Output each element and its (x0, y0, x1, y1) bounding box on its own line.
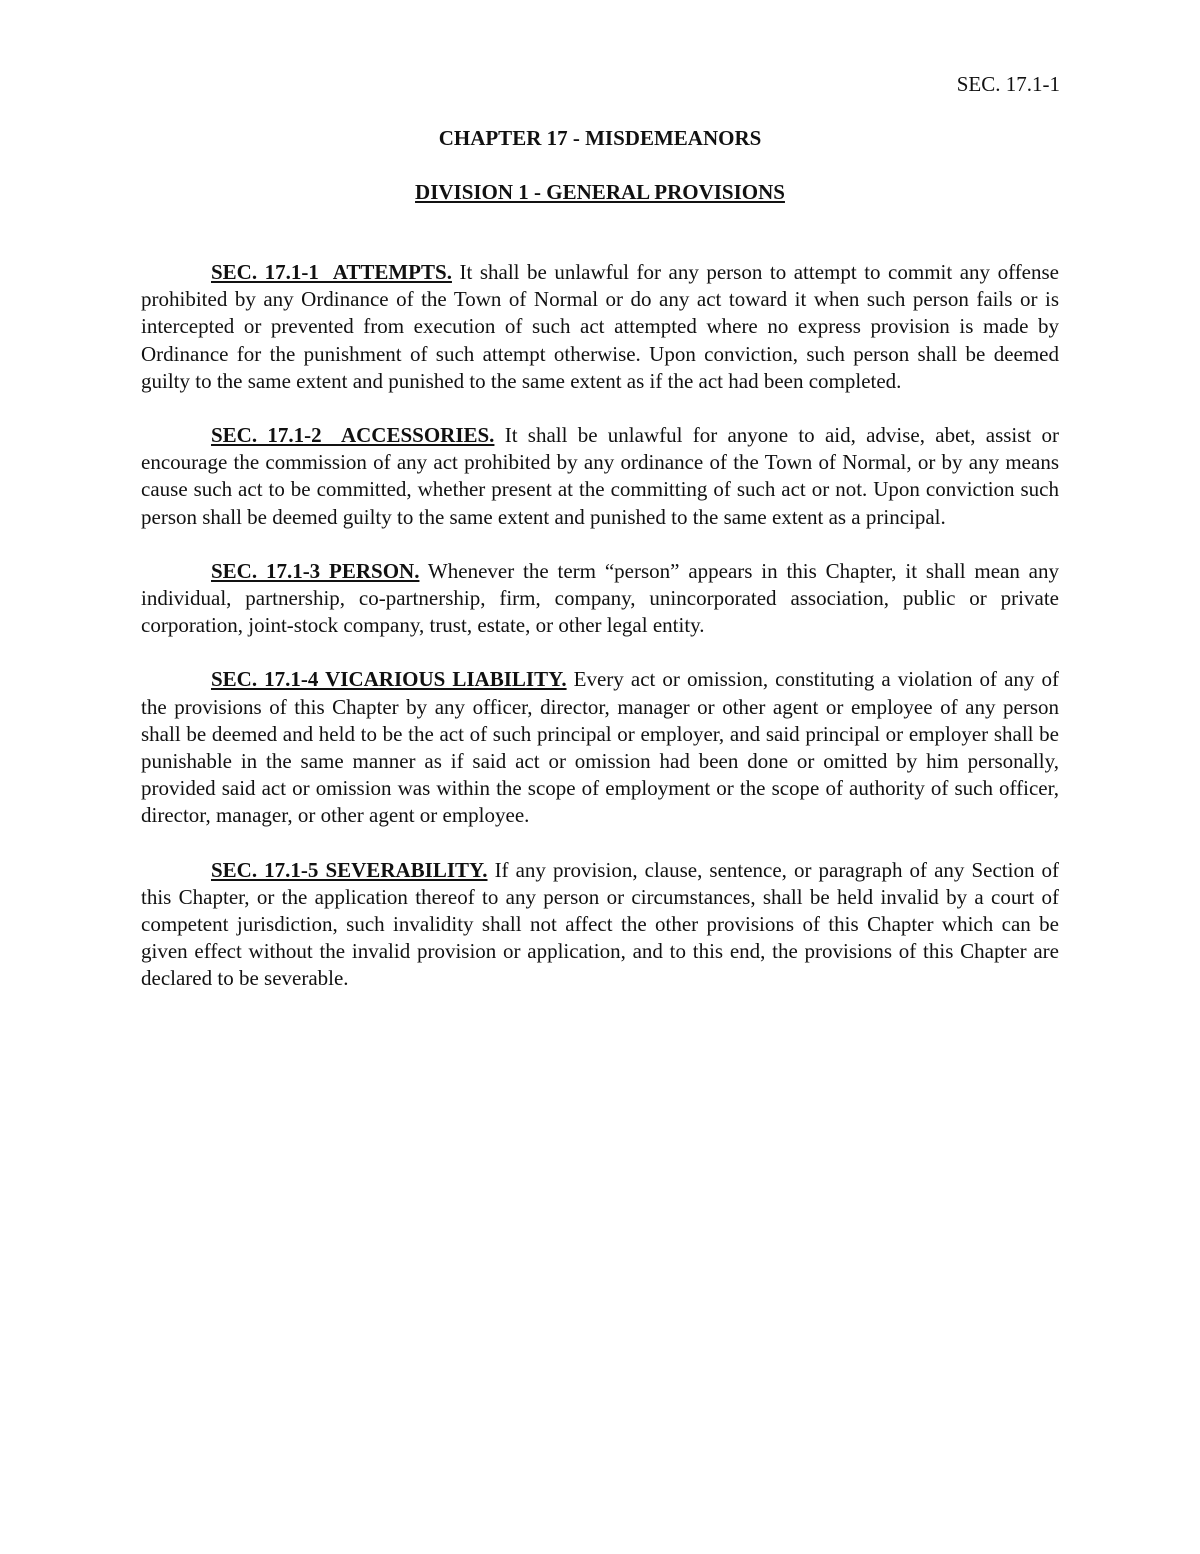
section-17-1-2 (141, 422, 1059, 531)
section-body: If any provision, clause, sentence, or paragraph of any Section of this Chapter, or the application thereof to any person or circumstances, shall be held invalid by a court of competent jurisdiction, such invalidity shall not affect the other provisions of this Chapter which can be given effect without the invalid provision or application, and to this end, the provisions of this Chapter are declared to be severable. (141, 857, 1060, 991)
section-body: Every act or omission, constituting a violation of any of the provisions of this Chapter by any officer, director, manager or other agent or employee of any person shall be deemed and held to be the act of such principal or employer, and said principal or employer shall be punishable in the same manner as if said act or omission had been done or omitted by him personally, provided said act or omission was within the scope of employment or the scope of authority of such officer, director, manager, or other agent or employee. (141, 667, 1059, 828)
section-body: Whenever the term “person” appears in this Chapter, it shall mean any individual, partnership, co-partnership, firm, company, unincorporated association, public or private corporation, joint-stock company, trust, estate, or other legal entity. (141, 558, 1060, 638)
section-heading: SEC. 17.1-4 VICARIOUS LIABILITY. (211, 667, 567, 692)
section-heading: SEC. 17.1-5 SEVERABILITY. (211, 857, 488, 882)
section-heading: SEC. 17.1-2 ACCESSORIES. (211, 423, 495, 448)
sections-list (141, 259, 1059, 1020)
section-17-1-5 (141, 857, 1059, 993)
section-17-1-1 (141, 259, 1059, 395)
section-heading: SEC. 17.1-1 ATTEMPTS. (211, 260, 452, 284)
section-body: It shall be unlawful for any person to attempt to commit any offense prohibited by any Ordinance of the Town of Normal or do any act toward it when such person fails or is intercepted or prevented from execution of such act attempted where no express provision is made by Ordinance for the punishment of such attempt otherwise. Upon conviction, such person shall be deemed guilty to the same extent and punished to the same extent as if the act had been completed. (141, 260, 1059, 393)
section-heading: SEC. 17.1-3 PERSON. (211, 558, 420, 583)
chapter-title: CHAPTER 17 - MISDEMEANORS (438, 126, 762, 150)
running-header: SEC. 17.1-1 (956, 72, 1060, 96)
section-17-1-3 (141, 558, 1059, 640)
section-17-1-4 (141, 666, 1059, 829)
division-title: DIVISION 1 - GENERAL PROVISIONS (415, 180, 785, 204)
section-body: It shall be unlawful for anyone to aid, advise, abet, assist or encourage the commission of any act prohibited by any ordinance of the Town of Normal, or by any means cause such act to be committed, whether present at the committing of such act or not. Upon conviction such person shall be deemed guilty to the same extent and punished to the same extent as a principal. (141, 423, 1060, 529)
